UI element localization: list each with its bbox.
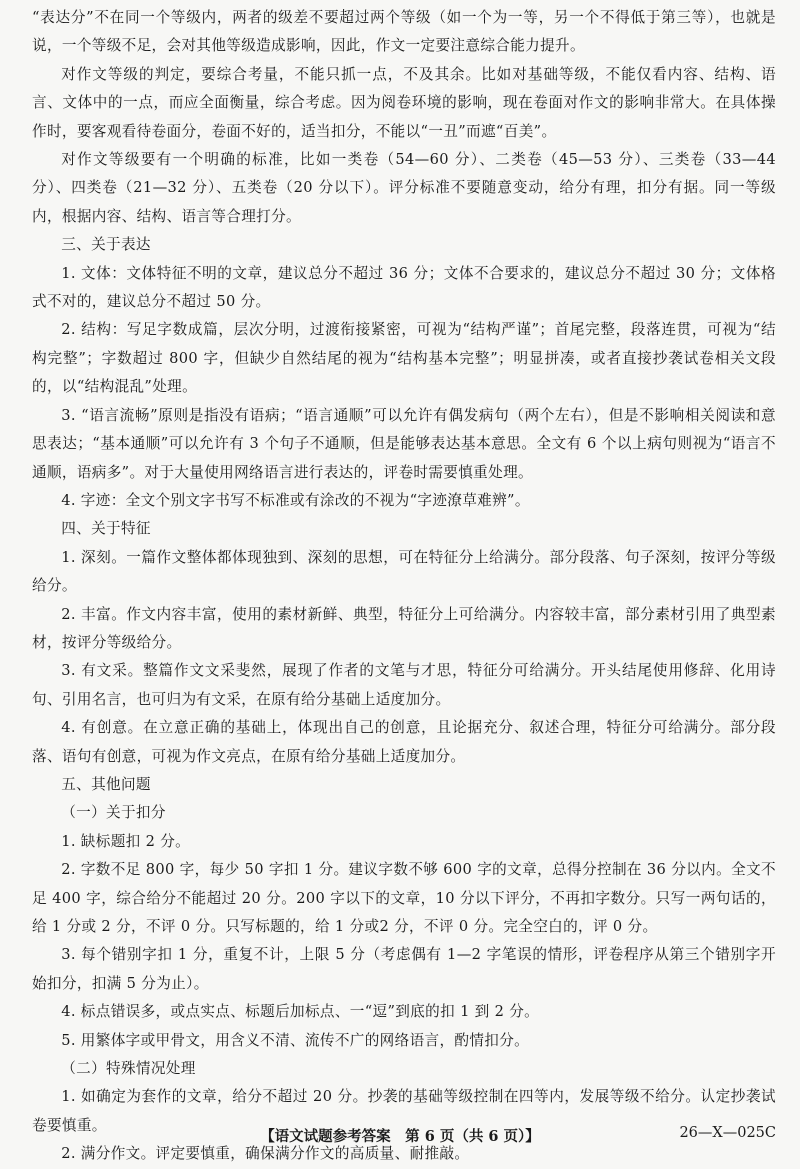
paragraph: 2. 结构：写足字数成篇，层次分明，过渡衔接紧密，可视为“结构严谨”；首尾完整，段落连贯，可视为“结构完整”；字数超过 800 字，但缺少自然结尾的视为“结构基本完整”；明显拼凑，或者直接抄袭试卷相关文段的，以“结构混乱”处理。 [32,321,776,396]
paragraph: 2. 字数不足 800 字，每少 50 字扣 1 分。建议字数不够 600 字的文章，总得分控制在 36 分以内。全文不足 400 字，综合给分不能超过 20 分。200 字以下的文章，10 分以下评分，不再扣字数分。只写一两句话的，给 1 分或 2 分，不评 0 分。只写标题的，给 1 分或2 分，不评 0 分。完全空白的，评 0 分。 [32,861,776,935]
paragraph: 2. 丰富。作文内容丰富，使用的素材新鲜、典型，特征分上可给满分。内容较丰富，部分素材引用了典型素材，按评分等级给分。 [32,605,776,651]
footer-document-code: 26—X—025C [679,1125,776,1141]
paragraph: “表达分”不在同一个等级内，两者的级差不要超过两个等级（如一个为一等，另一个不得低于第三等），也就是说，一个等级不足，会对其他等级造成影响，因此，作文一定要注意综合能力提升。 [32,9,776,55]
paragraph: 对作文等级的判定，要综合考量，不能只抓一点，不及其余。比如对基础等级，不能仅看内容、结构、语言、文体中的一点，而应全面衡量，综合考虑。因为阅卷环境的影响，现在卷面对作文的影响非常大。在具体操作时，要客观看待卷面分，卷面不好的，适当扣分，不能以“一丑”而遮“百美”。 [32,65,776,140]
paragraph: 2. 满分作文。评定要慎重，确保满分作文的高质量、耐推敲。 [61,1145,470,1163]
footer-page-label: 【语文试题参考答案 第 6 页（共 6 页）】 [260,1128,540,1145]
paragraph: 1. 缺标题扣 2 分。 [61,832,191,850]
paragraph: 对作文等级要有一个明确的标准，比如一类卷（54—60 分）、二类卷（45—53 分）、三类卷（33—44 分）、四类卷（21—32 分）、五类卷（20 分以下）。评分标准不要随意变动，给分有理，扣分有据。同一等级内，根据内容、结构、语言等合理打分。 [32,151,776,225]
paragraph: 3. 有文采。整篇作文文采斐然，展现了作者的文笔与才思，特征分可给满分。开头结尾使用修辞、化用诗句、引用名言，也可归为有文采，在原有给分基础上适度加分。 [32,662,776,708]
paragraph: 5. 用繁体字或甲骨文，用含义不清、流传不广的网络语言，酌情扣分。 [61,1031,530,1049]
section-heading: （一）关于扣分 [61,804,166,822]
paragraph: 4. 标点错误多，或点实点、标题后加标点、一“逗”到底的扣 1 到 2 分。 [61,1003,540,1021]
paragraph: 1. 深刻。一篇作文整体都体现独到、深刻的思想，可在特征分上给满分。部分段落、句子深刻，按评分等级给分。 [32,548,776,595]
section-heading: （二）特殊情况处理 [61,1060,196,1078]
paragraph: 4. 字迹：全文个别文字书写不标准或有涂改的不视为“字迹潦草难辨”。 [61,491,530,509]
section-heading: 三、关于表达 [61,236,151,254]
page-footer [0,1125,800,1149]
paragraph: 3. 每个错别字扣 1 分，重复不计，上限 5 分（考虑偶有 1—2 字笔误的情形，评卷程序从第三个错别字开始扣分，扣满 5 分为止）。 [32,946,776,992]
paragraph: 3. “语言流畅”原则是指没有语病；“语言通顺”可以允许有偶发病句（两个左右），但是不影响相关阅读和意思表达；“基本通顺”可以允许有 3 个句子不通顺，但是能够表达基本意思。全文有 6 个以上病句则视为“语言不通顺，语病多”。对于大量使用网络语言进行表达的，评卷时需要慎重处理。 [32,406,776,481]
document-body [32,4,776,1169]
paragraph: 1. 文体：文体特征不明的文章，建议总分不超过 36 分；文体不合要求的，建议总分不超过 30 分；文体格式不对的，建议总分不超过 50 分。 [32,264,776,311]
section-heading: 五、其他问题 [61,775,151,793]
paragraph: 4. 有创意。在立意正确的基础上，体现出自己的创意，且论据充分、叙述合理，特征分可给满分。部分段落、语句有创意，可视为作文亮点，在原有给分基础上适度加分。 [32,719,776,765]
paragraph: 1. 如确定为套作的文章，给分不超过 20 分。抄袭的基础等级控制在四等内，发展等级不给分。认定抄袭试卷要慎重。 [32,1088,776,1134]
section-heading: 四、关于特征 [61,520,151,538]
